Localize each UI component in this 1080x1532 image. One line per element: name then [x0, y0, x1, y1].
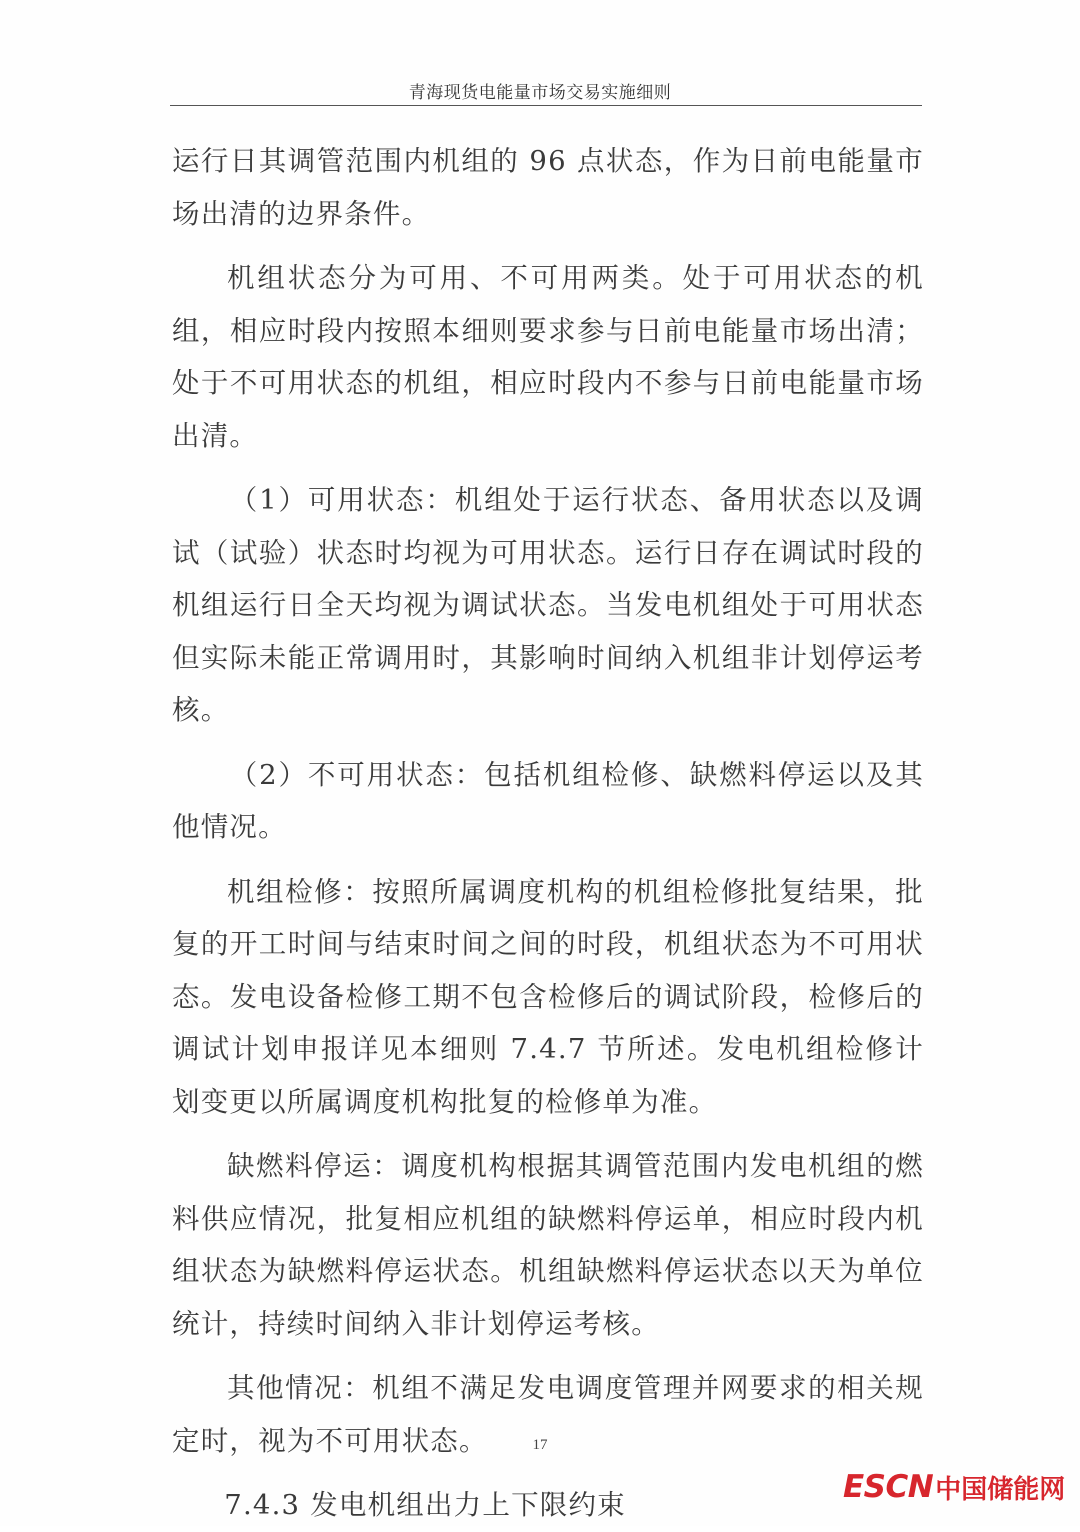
escn-watermark-logo: [843, 1470, 1065, 1504]
paragraph-available-status: （1）可用状态：机组处于运行状态、备用状态以及调试（试验）状态时均视为可用状态。运行日存在调试时段的机组运行日全天均视为调试状态。当发电机组处于可用状态但实际未能正常调用时，其影响时间纳入机组非计划停运考核。: [172, 484, 924, 726]
watermark-chinese: 中国储能网: [935, 1474, 1066, 1505]
paragraph-fuel-shortage: 缺燃料停运：调度机构根据其调管范围内发电机组的燃料供应情况，批复相应机组的缺燃料停运单，相应时段内机组状态为缺燃料停运状态。机组缺燃料停运状态以天为单位统计，持续时间纳入非计划停运考核。: [172, 1150, 924, 1340]
document-body: [172, 135, 924, 1532]
watermark-latin: ESCN: [843, 1469, 934, 1505]
paragraph-unit-maintenance: 机组检修：按照所属调度机构的机组检修批复结果，批复的开工时间与结束时间之间的时段，机组状态为不可用状态。发电设备检修工期不包含检修后的调试阶段，检修后的调试计划申报详见本细则 7.4.7 节所述。发电机组检修计划变更以所属调度机构批复的检修单为准。: [172, 875, 924, 1118]
paragraph-unit-status: 机组状态分为可用、不可用两类。处于可用状态的机组，相应时段内按照本细则要求参与日前电能量市场出清；处于不可用状态的机组，相应时段内不参与日前电能量市场出清。: [172, 262, 924, 452]
running-header-title: 青海现货电能量市场交易实施细则: [408, 83, 672, 103]
paragraph-continuation: 运行日其调管范围内机组的 96 点状态，作为日前电能量市场出清的边界条件。: [172, 145, 924, 230]
header-divider: [170, 105, 922, 106]
paragraph-unavailable-status: （2）不可用状态：包括机组检修、缺燃料停运以及其他情况。: [172, 758, 924, 843]
section-heading-7-4-3: 7.4.3 发电机组出力上下限约束: [224, 1489, 626, 1521]
page-number: 17: [532, 1437, 548, 1453]
paragraph-other-cases: 其他情况：机组不满足发电调度管理并网要求的相关规定时，视为不可用状态。: [172, 1372, 924, 1457]
